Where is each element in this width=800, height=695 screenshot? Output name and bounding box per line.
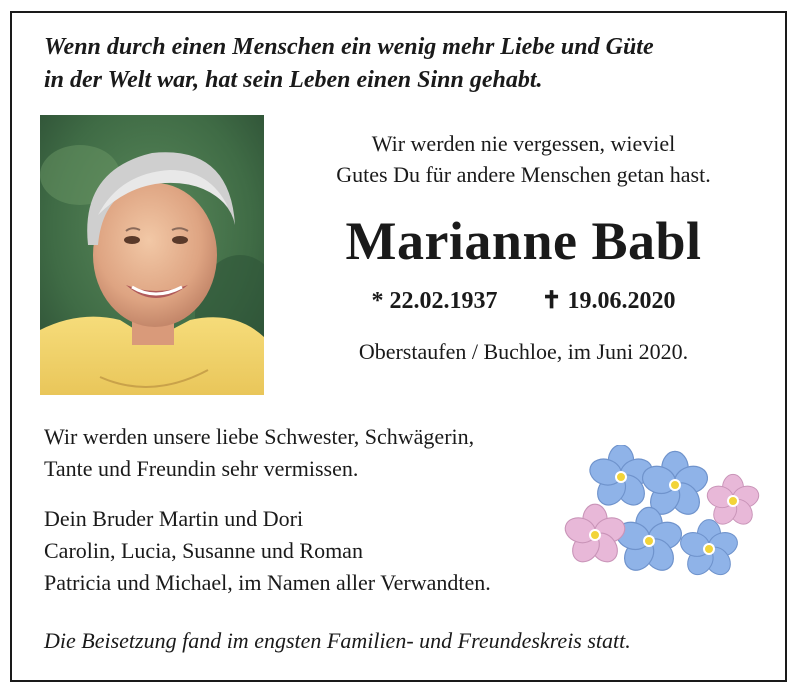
tribute-line-1: Wir werden nie vergessen, wieviel xyxy=(371,131,676,156)
life-dates xyxy=(280,285,767,317)
signature-line: Patricia und Michael, im Namen aller Verwandten. xyxy=(44,570,491,595)
tribute-text xyxy=(280,128,767,190)
message-line-2: Tante und Freundin sehr vermissen. xyxy=(44,456,359,481)
motto-line-1: Wenn durch einen Menschen ein wenig mehr Liebe und Güte xyxy=(44,34,654,60)
birth-date: * 22.02.1937 xyxy=(371,288,498,314)
signatures xyxy=(44,503,604,599)
motto-line-2: in der Welt war, hat sein Leben einen Sinn gehabt. xyxy=(44,67,543,93)
motto-quote xyxy=(44,31,774,97)
family-message xyxy=(44,421,604,485)
tribute-line-2: Gutes Du für andere Menschen getan hast. xyxy=(336,162,711,187)
forget-me-not-flowers-icon xyxy=(553,445,765,593)
signature-line: Dein Bruder Martin und Dori xyxy=(44,506,304,531)
deceased-name: Marianne Babl xyxy=(345,211,702,271)
message-line-1: Wir werden unsere liebe Schwester, Schwägerin, xyxy=(44,424,475,449)
death-date: ✝ 19.06.2020 xyxy=(541,288,676,314)
portrait-photo xyxy=(40,115,264,395)
place-and-date: Oberstaufen / Buchloe, im Juni 2020. xyxy=(358,339,689,364)
funeral-note: Die Beisetzung fand im engsten Familien- und Freundeskreis statt. xyxy=(44,628,631,653)
signature-line: Carolin, Lucia, Susanne und Roman xyxy=(44,538,363,563)
